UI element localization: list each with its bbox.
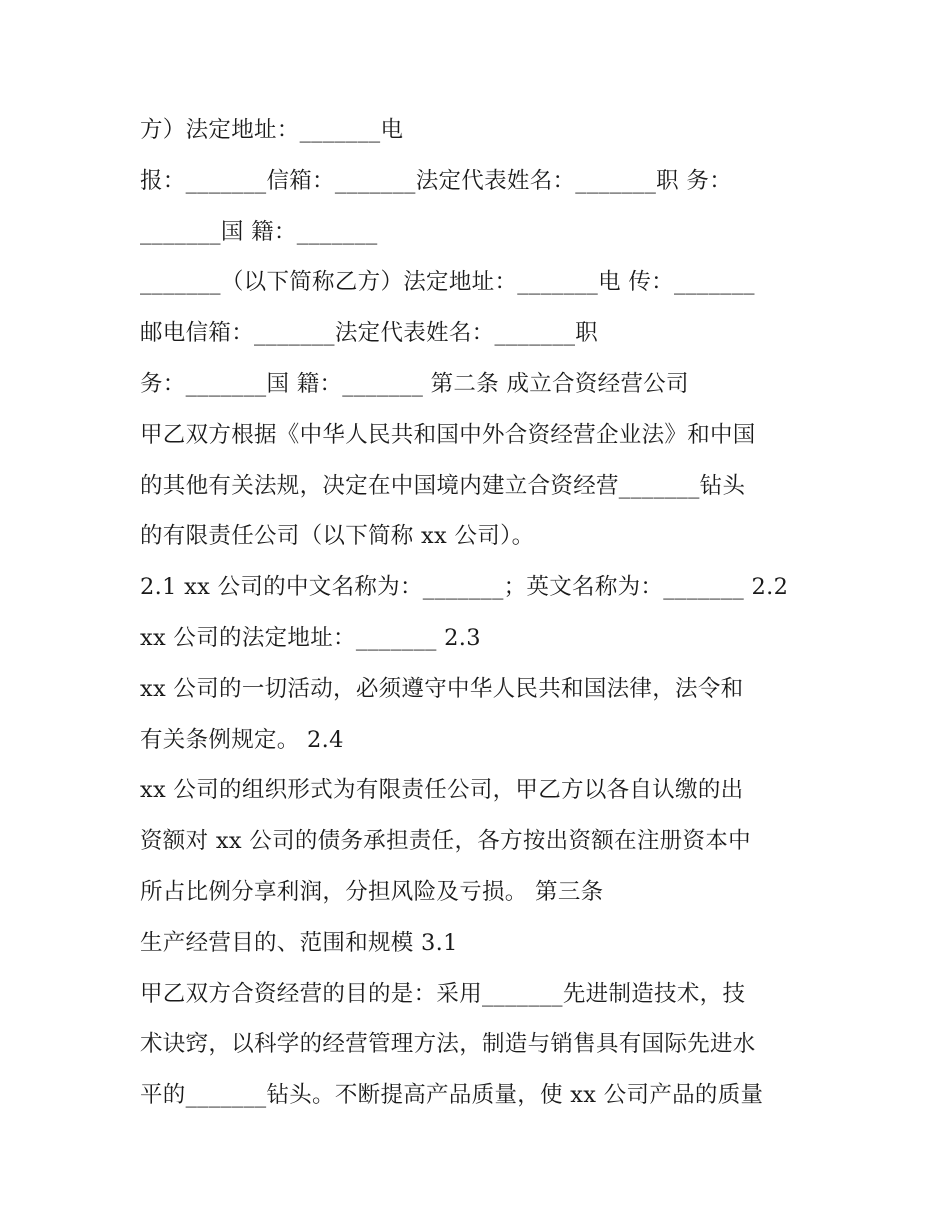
text-line: 邮电信箱：_______法定代表姓名：_______职 — [140, 320, 599, 347]
document-body — [140, 107, 830, 1123]
text-line: 的其他有关法规，决定在中国境内建立合资经营_______钻头 — [140, 472, 746, 499]
text-line: xx 公司的法定地址：_______ 2.3 — [140, 624, 481, 651]
text-line: 资额对 xx 公司的债务承担责任，各方按出资额在注册资本中 — [140, 828, 751, 855]
text-line: 平的_______钻头。不断提高产品质量，使 xx 公司产品的质量 — [140, 1082, 764, 1109]
text-line: 甲乙双方根据《中华人民共和国中外合资经营企业法》和中国 — [140, 421, 756, 448]
text-line: _______（以下简称乙方）法定地址：_______电 传：_______ — [140, 269, 755, 296]
text-line: 甲乙双方合资经营的目的是：采用_______先进制造技术，技 — [140, 980, 746, 1007]
text-line: 的有限责任公司（以下简称 xx 公司）。 — [140, 523, 535, 550]
text-line: 有关条例规定。 2.4 — [140, 726, 344, 753]
text-line: 方）法定地址：_______电 — [140, 117, 404, 143]
text-line: xx 公司的组织形式为有限责任公司，甲乙方以各自认缴的出 — [140, 777, 744, 804]
text-line: 2.1 xx 公司的中文名称为：_______；英文名称为：_______ 2.2 — [140, 574, 789, 601]
text-line: 术诀窍，以科学的经营管理方法，制造与销售具有国际先进水 — [140, 1031, 756, 1058]
text-line: 所占比例分享利润，分担风险及亏损。 第三条 — [140, 878, 604, 905]
text-line: xx 公司的一切活动，必须遵守中华人民共和国法律，法令和 — [140, 675, 744, 702]
text-line: 生产经营目的、范围和规模 3.1 — [140, 929, 458, 956]
text-line: _______国 籍：_______ — [140, 218, 378, 245]
text-line: 务：_______国 籍：_______ 第二条 成立合资经营公司 — [140, 370, 689, 397]
text-line: 报：_______信箱：_______法定代表姓名：_______职 务： — [140, 167, 733, 194]
